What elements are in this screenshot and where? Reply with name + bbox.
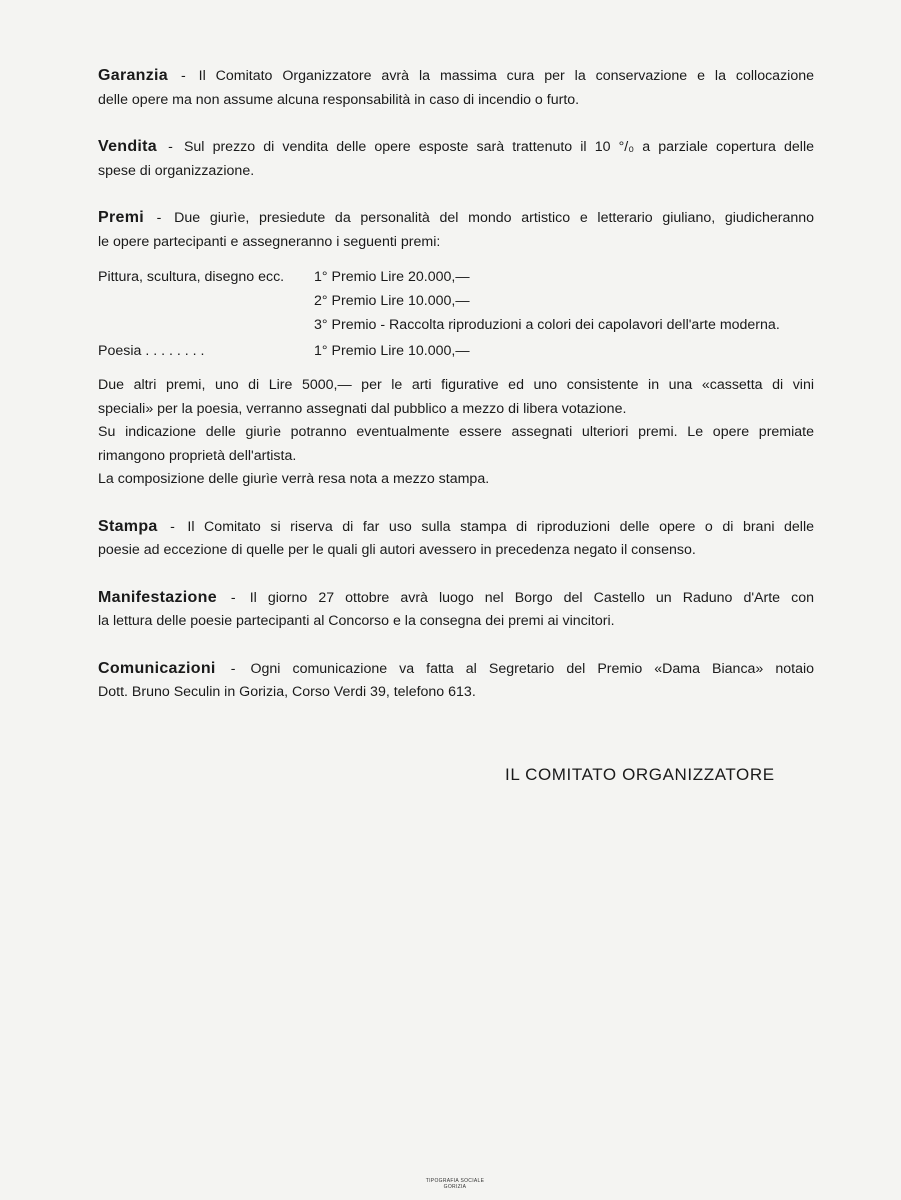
section-text: Il giorno 27 ottobre avrà luogo nel Borgo del Castello un Raduno d'Arte con xyxy=(249,589,814,606)
section-text: Il Comitato si riserva di far uso sulla stampa di riproduzioni delle opere o di brani delle xyxy=(187,518,815,535)
premi-note-line: speciali» per la poesia, verranno assegnati dal pubblico a mezzo di libera votazione. xyxy=(98,400,627,417)
section-text: delle opere ma non assume alcuna responsabilità in caso di incendio o furto. xyxy=(98,91,580,108)
prize-rank: 1° Premio Lire 20.000,— xyxy=(314,269,470,285)
section-text: Dott. Bruno Seculin in Gorizia, Corso Verdi 39, telefono 613. xyxy=(98,684,476,700)
premi-notes xyxy=(98,374,814,492)
prize-row xyxy=(98,266,814,290)
section-text: le opere partecipanti e assegneranno i seguenti premi: xyxy=(98,233,441,250)
prize-category: Pittura, scultura, disegno ecc. xyxy=(98,269,285,285)
prize-row xyxy=(98,290,814,314)
section-heading: Comunicazioni xyxy=(98,659,216,677)
section-text: Due giurìe, presiedute da personalità del mondo artistico e letterario giuliano, giudicheranno xyxy=(174,210,815,226)
section-heading: Stampa xyxy=(98,517,158,535)
section-vendita: Vendita - Sul prezzo di vendita delle opere esposte sarà trattenuto il 10 °/₀ a parziale copertura delle spese di organizzazione. xyxy=(98,135,814,183)
section-premi: Premi - Due giurìe, presiedute da personalità del mondo artistico e letterario giuliano, giudicheranno le opere partecipanti e assegneranno i seguenti premi: Pittura, scultura, disegno ecc. 1° Premio Lire 20.000,— 2° Premio Lire 10.000,— 3° Premio - Raccolta riproduzioni a colori dei capolavori dell'arte moderna. Poesia . . . . . . . . 1° Premio Lire 10.000,— Due altri premi, uno di Lire 5000,— per le arti figurative ed uno consistente in una «cassetta di vini speciali» per la poesia, verranno assegnati dal pubblico a mezzo di libera votazione. Su indicazione delle giurìe potranno eventualmente essere assegnati ulteriori premi. Le opere premiate rimangono proprietà dell'artista. La composizione delle giurìe verrà resa nota a mezzo stampa. xyxy=(98,206,814,492)
prize-category: Poesia . . . . . . . . xyxy=(98,343,205,359)
section-manifestazione: Manifestazione - Il giorno 27 ottobre avrà luogo nel Borgo del Castello un Raduno d'Arte con la lettura delle poesie partecipanti al Concorso e la consegna dei premi ai vincitori. xyxy=(98,586,814,634)
imprint-line: TIPOGRAFIA SOCIALE xyxy=(425,1178,485,1184)
section-comunicazioni: Comunicazioni - Ogni comunicazione va fatta al Segretario del Premio «Dama Bianca» notaio Dott. Bruno Seculin in Gorizia, Corso Verdi 39, telefono 613. xyxy=(98,657,814,705)
section-heading: Manifestazione xyxy=(98,588,217,606)
section-text: spese di organizzazione. xyxy=(98,162,255,179)
section-heading: Premi xyxy=(98,209,144,226)
section-text: Sul prezzo di vendita delle opere esposte sarà trattenuto il 10 °/₀ a parziale copertura delle xyxy=(183,139,814,155)
printer-imprint xyxy=(420,1178,490,1190)
prize-rank: 3° Premio - Raccolta riproduzioni a colori dei capolavori dell'arte moderna. xyxy=(314,317,780,333)
prize-rank: 2° Premio Lire 10.000,— xyxy=(314,293,470,309)
section-heading: Vendita xyxy=(98,138,158,155)
imprint-line: GORIZIA xyxy=(443,1184,467,1190)
premi-note-line: Due altri premi, uno di Lire 5000,— per le arti figurative ed uno consistente in una «cassetta di vini xyxy=(98,377,814,393)
section-text: la lettura delle poesie partecipanti al Concorso e la consegna dei premi ai vincitori. xyxy=(98,613,615,629)
prize-row xyxy=(98,314,814,338)
document-body xyxy=(98,64,814,705)
section-text: Ogni comunicazione va fatta al Segretario del Premio «Dama Bianca» notaio xyxy=(250,660,815,677)
section-stampa: Stampa - Il Comitato si riserva di far uso sulla stampa di riproduzioni delle opere o di brani delle poesie ad eccezione di quelle per le quali gli autori avessero in precedenza negato il consenso. xyxy=(98,515,814,563)
prize-table xyxy=(98,266,814,364)
premi-note-line: La composizione delle giurìe verrà resa nota a mezzo stampa. xyxy=(98,471,490,487)
signature: IL COMITATO ORGANIZZATORE xyxy=(505,765,775,784)
section-heading: Garanzia xyxy=(98,67,168,84)
prize-row xyxy=(98,340,814,364)
prize-rank: 1° Premio Lire 10.000,— xyxy=(314,343,470,359)
premi-note-line: rimangono proprietà dell'artista. xyxy=(98,447,297,464)
section-text: Il Comitato Organizzatore avrà la massima cura per la conservazione e la collocazione xyxy=(198,68,814,84)
section-text: poesie ad eccezione di quelle per le quali gli autori avessero in precedenza negato il consenso. xyxy=(98,542,696,558)
premi-note-line: Su indicazione delle giurìe potranno eventualmente essere assegnati ulteriori premi. Le opere premiate xyxy=(98,424,814,440)
section-garanzia: Garanzia - Il Comitato Organizzatore avrà la massima cura per la conservazione e la collocazione delle opere ma non assume alcuna responsabilità in caso di incendio o furto. xyxy=(98,64,814,112)
